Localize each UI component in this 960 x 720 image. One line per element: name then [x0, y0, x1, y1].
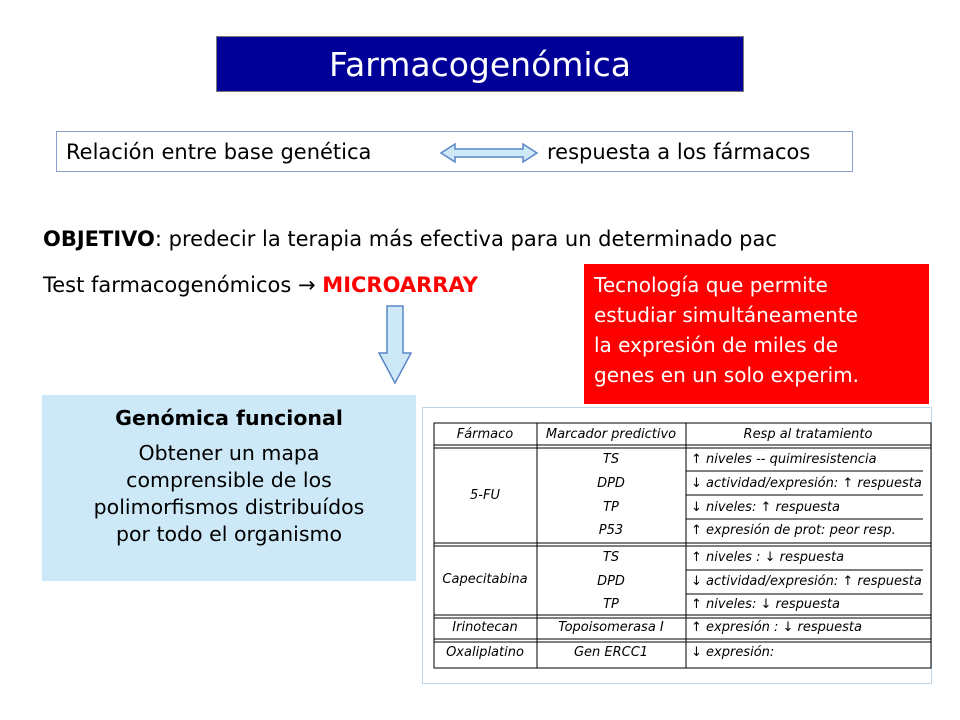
table-response-cell: ↑ expresión de prot: peor resp.	[691, 523, 896, 538]
table-marker-cell: TS	[602, 550, 620, 565]
tests-line	[43, 273, 478, 297]
functional-genomics-box	[42, 395, 416, 581]
table-response-cell: ↑ expresión : ↓ respuesta	[691, 620, 862, 635]
technology-line: genes en un solo experim.	[594, 363, 860, 387]
table-header-response: Resp al tratamiento	[743, 427, 873, 442]
table-marker-cell: DPD	[597, 476, 625, 491]
table-response-cell: ↓ actividad/expresión: ↑ respuesta	[691, 476, 922, 491]
double-arrow-icon	[439, 142, 539, 169]
objective-label: OBJETIVO	[43, 227, 155, 251]
technology-line: la expresión de miles de	[594, 333, 839, 357]
table-marker-cell: Topoisomerasa I	[558, 620, 664, 635]
table-response-cell: ↓ actividad/expresión: ↑ respuesta	[691, 574, 922, 589]
down-arrow-icon	[378, 305, 412, 389]
functional-line: por todo el organismo	[115, 522, 343, 547]
functional-heading: Genómica funcional	[115, 406, 343, 430]
table-response-cell: ↓ niveles: ↑ respuesta	[691, 500, 840, 515]
table-marker-cell: TP	[603, 500, 619, 515]
slide-title	[216, 36, 744, 92]
table-drug-cell: 5-FU	[470, 488, 500, 503]
table-header-drug: Fármaco	[456, 427, 514, 442]
relation-box	[56, 131, 853, 172]
table-drug-cell: Irinotecan	[452, 620, 518, 635]
technology-line: Tecnología que permite	[594, 273, 828, 297]
technology-line: estudiar simultáneamente	[594, 303, 858, 327]
table-drug-cell: Oxaliplatino	[446, 645, 524, 660]
table-drug-cell: Capecitabina	[442, 572, 528, 587]
table-marker-cell: TP	[603, 597, 619, 612]
table-response-cell: ↑ niveles : ↓ respuesta	[691, 550, 845, 565]
pharmacogenomics-table	[422, 407, 932, 684]
right-arrow-icon: →	[298, 273, 316, 297]
table-response-cell: ↓ expresión:	[691, 645, 775, 660]
relation-left-text: Relación entre base genética	[66, 140, 372, 164]
tests-text: Test farmacogenómicos	[43, 273, 292, 297]
table-marker-cell: DPD	[597, 574, 625, 589]
table-response-cell: ↑ niveles: ↓ respuesta	[691, 597, 840, 612]
functional-line: polimorfismos distribuídos	[93, 495, 365, 520]
functional-line: Obtener un mapa	[138, 441, 320, 466]
table-grid	[423, 408, 933, 685]
table-response-cell: ↑ niveles -- quimiresistencia	[691, 452, 877, 467]
table-marker-cell: TS	[602, 452, 620, 467]
table-header-marker: Marcador predictivo	[545, 427, 677, 442]
objective-text: : predecir la terapia más efectiva para un determinado pac	[154, 227, 777, 251]
relation-right-text: respuesta a los fármacos	[547, 140, 811, 164]
functional-line: comprensible de los	[126, 468, 332, 493]
table-marker-cell: Gen ERCC1	[573, 645, 649, 660]
technology-box	[584, 264, 929, 404]
table-marker-cell: P53	[598, 523, 624, 538]
objective-line	[43, 227, 777, 251]
slide-title-text: Farmacogenómica	[329, 44, 631, 84]
microarray-label: MICROARRAY	[322, 273, 478, 297]
